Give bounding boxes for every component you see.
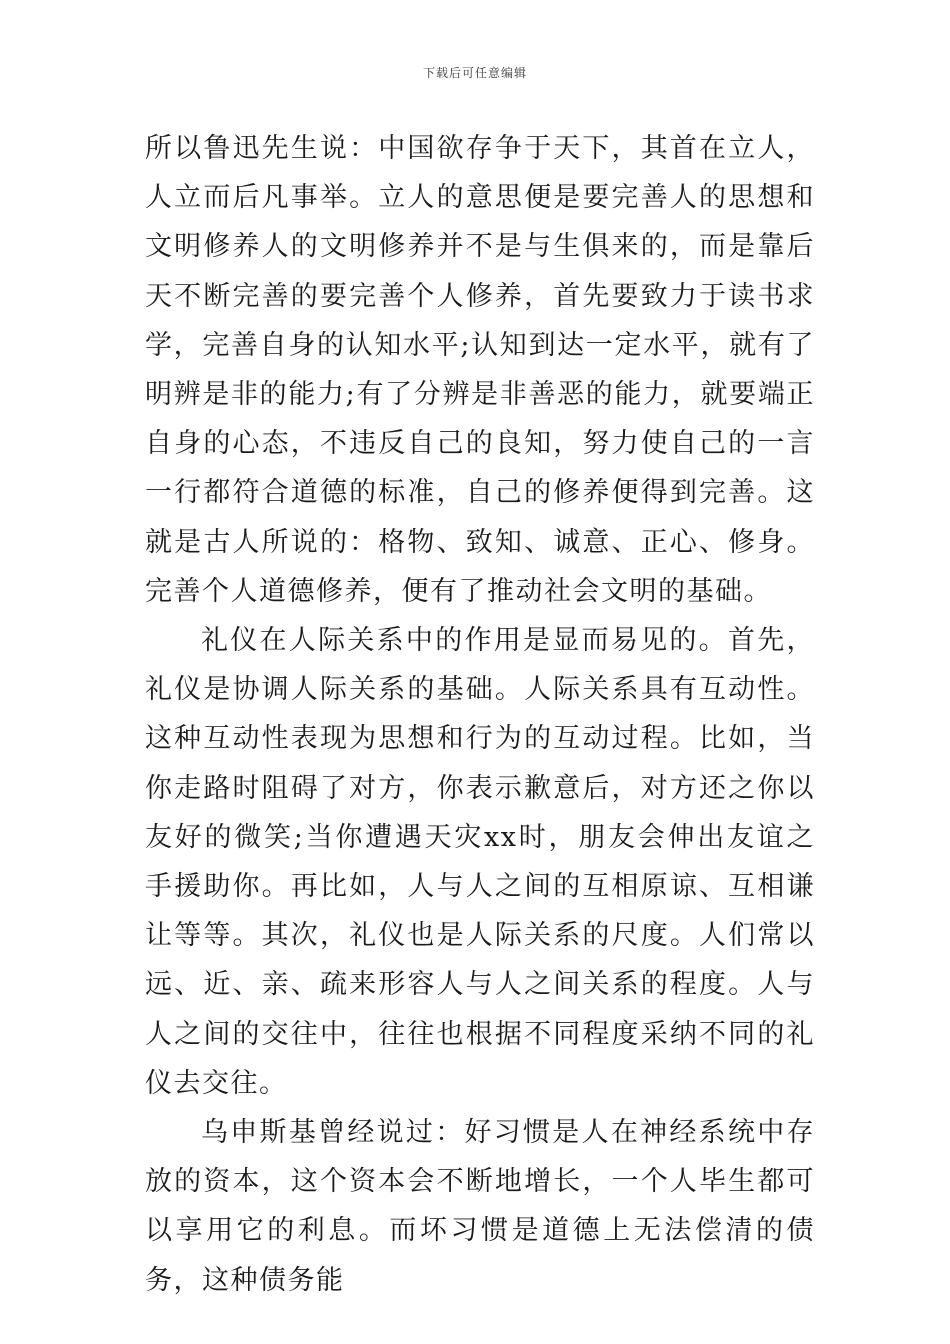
paragraph-1: 所以鲁迅先生说：中国欲存争于天下，其首在立人，人立而后凡事举。立人的意思便是要完善人的思想和文明修养人的文明修养并不是与生俱来的，而是靠后天不断完善的要完善个人修养，首先要致力于读书求学，完善自身的认知水平;认知到达一定水平，就有了明辨是非的能力;有了分辨是非善恶的能力，就要端正自身的心态，不违反自己的良知，努力使自己的一言一行都符合道德的标准，自己的修养便得到完善。这就是古人所说的：格物、致知、诚意、正心、修身。完善个人道德修养，便有了推动社会文明的基础。 [145,133,815,607]
header-note: 下载后可任意编辑 [422,66,527,80]
paragraph-2: 礼仪在人际关系中的作用是显而易见的。首先，礼仪是协调人际关系的基础。人际关系具有互动性。这种互动性表现为思想和行为的互动过程。比如，当你走路时阻碍了对方，你表示歉意后，对方还之你以友好的微笑;当你遭遇天灾xx时，朋友会伸出友谊之手援助你。再比如，人与人之间的互相原谅、互相谦让等等。其次，礼仪也是人际关系的尺度。人们常以远、近、亲、疏来形容人与人之间关系的程度。人与人之间的交往中，往往也根据不同程度采纳不同的礼仪去交往。 [145,625,815,1099]
document-body [145,124,815,1305]
paragraph-3: 乌申斯基曾经说过：好习惯是人在神经系统中存放的资本，这个资本会不断地增长，一个人毕生都可以享用它的利息。而坏习惯是道德上无法偿清的债务，这种债务能 [145,1117,815,1296]
